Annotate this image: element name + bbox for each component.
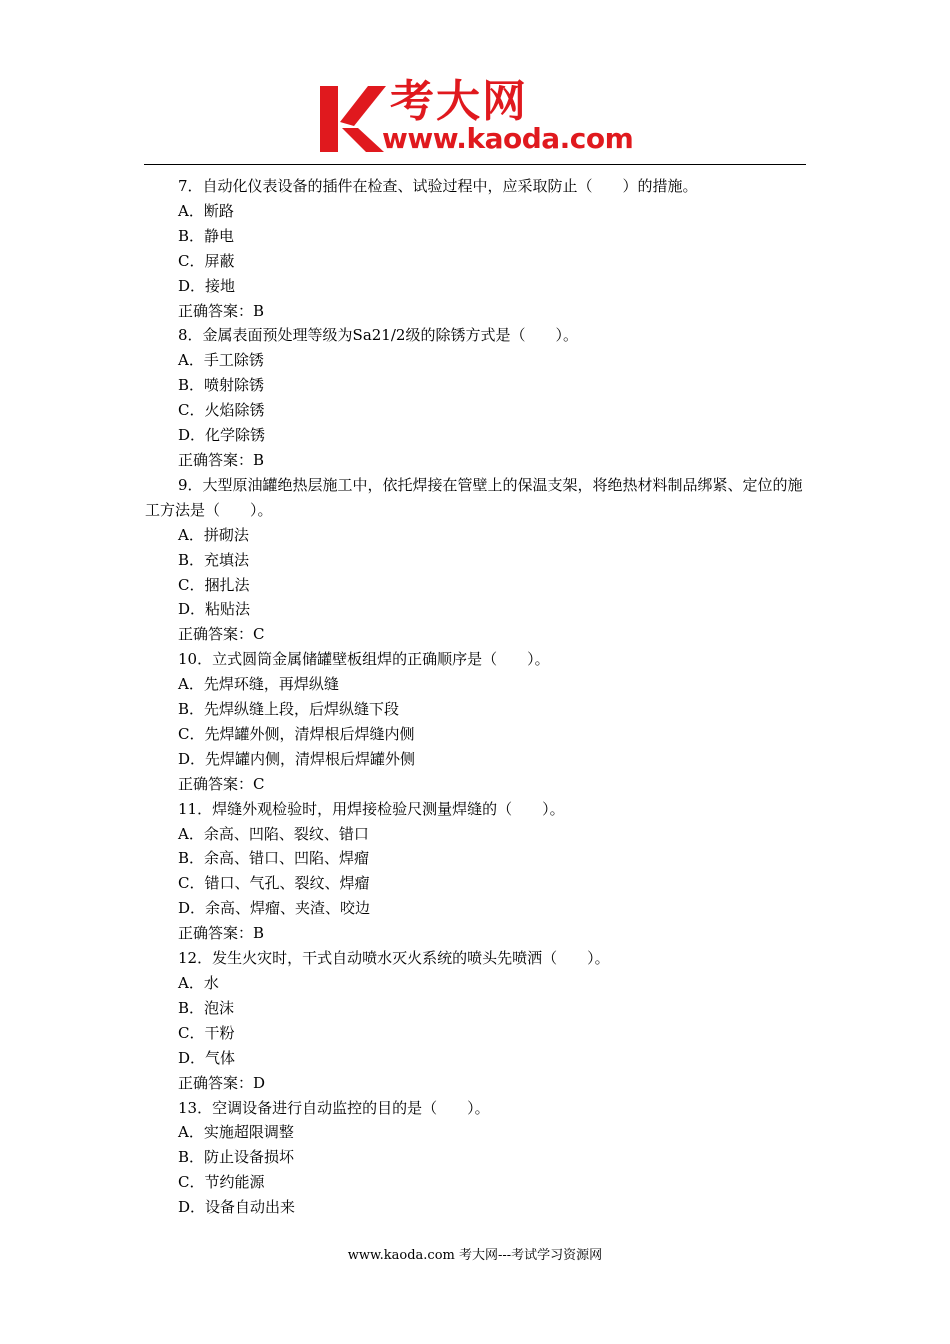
option-c: C．先焊罐外侧，清焊根后焊缝内侧 — [178, 724, 415, 743]
question-8: 8．金属表面预处理等级为Sa21/2级的除锈方式是（ ）。 — [178, 326, 578, 345]
option-c: C．节约能源 — [178, 1173, 265, 1192]
option-a: A．水 — [178, 974, 219, 992]
option-d: D．粘贴法 — [178, 600, 251, 619]
logo-url-text: www.kaoda.com — [382, 122, 634, 155]
question-12: 12．发生火灾时，干式自动喷水灭火系统的喷头先喷洒（ ）。 — [178, 949, 610, 968]
option-d: D．设备自动出来 — [178, 1198, 296, 1217]
header-divider — [144, 164, 806, 165]
option-d: D．化学除锈 — [178, 426, 266, 445]
option-b: B．充填法 — [178, 550, 250, 569]
option-a: A．断路 — [178, 201, 234, 220]
question-10: 10．立式圆筒金属储罐壁板组焊的正确顺序是（ ）。 — [178, 650, 550, 669]
question-9: 9．大型原油罐绝热层施工中，依托焊接在管壁上的保温支架，将绝热材料制品绑紧、定位的施工方法是（ ）。 — [145, 475, 803, 519]
page-footer[interactable]: www.kaoda.com 考大网---考试学习资源网 — [347, 1248, 603, 1263]
option-d: D．接地 — [178, 276, 236, 295]
option-b: B．防止设备损坏 — [178, 1148, 295, 1167]
k-logo-icon — [318, 82, 388, 156]
answer-12: 正确答案：D — [178, 1073, 266, 1092]
answer-7: 正确答案：B — [178, 301, 265, 320]
question-list — [145, 174, 807, 1220]
question-11: 11．焊缝外观检验时，用焊接检验尺测量焊缝的（ ）。 — [178, 799, 565, 818]
answer-10: 正确答案：C — [178, 774, 265, 793]
option-b: B．静电 — [178, 226, 235, 245]
logo-chinese-text: 考大网 — [390, 76, 528, 127]
option-d: D．余高、焊瘤、夹渣、咬边 — [178, 899, 371, 918]
option-d: D．先焊罐内侧，清焊根后焊罐外侧 — [178, 749, 416, 768]
option-d: D．气体 — [178, 1048, 236, 1067]
answer-8: 正确答案：B — [178, 450, 265, 469]
option-b: B．喷射除锈 — [178, 376, 265, 395]
option-a: A．手工除锈 — [178, 351, 264, 370]
option-b: B．泡沫 — [178, 998, 235, 1017]
answer-9: 正确答案：C — [178, 625, 265, 644]
option-a: A．实施超限调整 — [178, 1123, 294, 1142]
kaoda-logo[interactable] — [318, 76, 638, 160]
option-c: C．捆扎法 — [178, 575, 250, 594]
option-a: A．余高、凹陷、裂纹、错口 — [178, 824, 369, 843]
option-c: C．干粉 — [178, 1023, 235, 1042]
option-c: C．错口、气孔、裂纹、焊瘤 — [178, 874, 370, 893]
option-b: B．先焊纵缝上段，后焊纵缝下段 — [178, 700, 400, 719]
question-13: 13．空调设备进行自动监控的目的是（ ）。 — [178, 1098, 490, 1117]
option-b: B．余高、错口、凹陷、焊瘤 — [178, 849, 370, 868]
question-7: 7．自动化仪表设备的插件在检查、试验过程中，应采取防止（ ）的措施。 — [178, 177, 698, 195]
option-a: A．先焊环缝，再焊纵缝 — [178, 675, 339, 694]
answer-11: 正确答案：B — [178, 924, 265, 943]
option-c: C．屏蔽 — [178, 251, 235, 270]
option-c: C．火焰除锈 — [178, 401, 265, 420]
option-a: A．拼砌法 — [178, 525, 249, 544]
